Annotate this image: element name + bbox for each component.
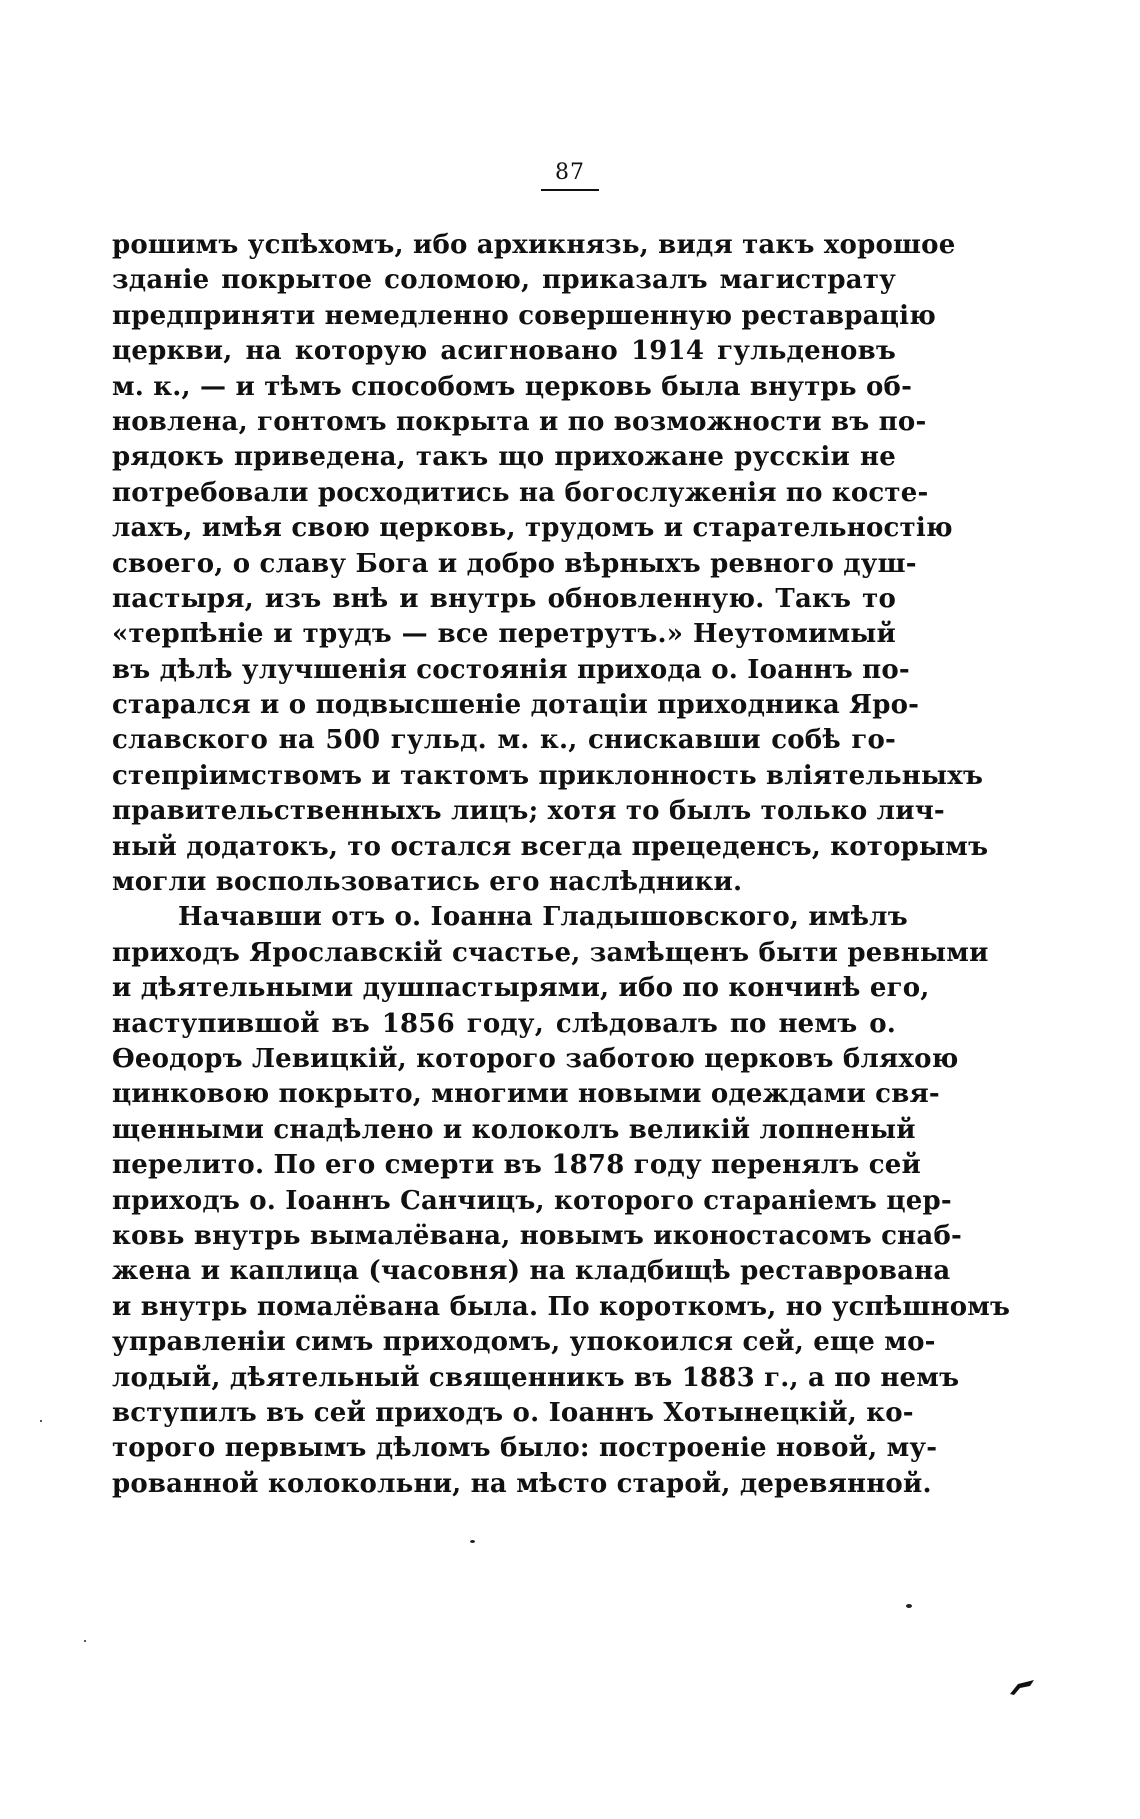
text-line: славского на 500 гульд. м. к., снискавши собѣ го- bbox=[112, 725, 896, 756]
text-line: лахъ, имѣя свою церковь, трудомъ и старательностію bbox=[112, 513, 953, 544]
text-line: жена и каплица (часовня) на кладбищѣ реставрована bbox=[112, 1256, 951, 1287]
page-number: 87 bbox=[541, 160, 599, 191]
text-line: лодый, дѣятельный священникъ въ 1883 г., а по немъ bbox=[112, 1362, 960, 1393]
text-line: «терпѣніе и трудъ — все перетрутъ.» Неутомимый bbox=[112, 619, 896, 650]
text-line: рованной колокольни, на мѣсто старой, деревянной. bbox=[112, 1468, 932, 1499]
text-line: зданіе покрытое соломою, приказалъ магистрату bbox=[112, 265, 896, 296]
ink-speck bbox=[84, 1640, 86, 1642]
text-line: Начавши отъ о. Іоанна Гладышовского, имѣлъ bbox=[178, 902, 908, 933]
page-header bbox=[0, 160, 1140, 191]
text-line: правительственныхъ лицъ; хотя то былъ только лич- bbox=[112, 796, 945, 827]
text-line: своего, о славу Бога и добро вѣрныхъ ревного душ- bbox=[112, 548, 917, 579]
text-line: потребовали росходитись на богослуженія по косте- bbox=[112, 477, 929, 508]
text-line: щенными снадѣлено и колоколъ великій лопненый bbox=[112, 1114, 916, 1145]
text-line: ный додатокъ, то остался всегда прецеденсъ, которымъ bbox=[112, 831, 989, 862]
ink-speck bbox=[470, 1540, 475, 1543]
ink-speck bbox=[40, 1420, 42, 1422]
text-line: степріимствомъ и тактомъ приклонность вліятельныхъ bbox=[112, 760, 984, 791]
text-line: рошимъ успѣхомъ, ибо архикнязь, видя такъ хорошое bbox=[112, 230, 956, 260]
text-line: вступилъ въ сей приходъ о. Іоаннъ Хотынецкій, ко- bbox=[112, 1397, 914, 1428]
text-line: Ѳеодоръ Левицкій, которого заботою церковъ бляхою bbox=[112, 1043, 959, 1074]
text-line: пастыря, изъ внѣ и внутрь обновленную. Такъ то bbox=[112, 583, 896, 614]
text-line: въ дѣлѣ улучшенія состоянія прихода о. Іоаннъ по- bbox=[112, 654, 910, 685]
text-line: новлена, гонтомъ покрыта и по возможности въ по- bbox=[112, 406, 927, 437]
text-line: старался и о подвысшеніе дотаціи приходника Яро- bbox=[112, 690, 920, 721]
text-line: и дѣятельными душпастырями, ибо по кончинѣ его, bbox=[112, 973, 930, 1004]
text-line: предприняти немедленно совершенную реставрацію bbox=[112, 300, 937, 331]
text-line: наступившой въ 1856 году, слѣдовалъ по немъ о. bbox=[112, 1008, 896, 1039]
text-line: приходъ о. Іоаннъ Санчицъ, которого стараніемъ цер- bbox=[112, 1185, 952, 1216]
text-line: м. к., — и тѣмъ способомъ церковь была внутрь об- bbox=[112, 371, 913, 402]
text-line: церкви, на которую асигновано 1914 гульденовъ bbox=[112, 336, 896, 367]
ink-smudge bbox=[1008, 1678, 1036, 1696]
text-line: приходъ Ярославскій счастье, замѣщенъ быти ревными bbox=[112, 937, 989, 968]
text-line: управленіи симъ приходомъ, упокоился сей, еще мо- bbox=[112, 1327, 936, 1358]
body-text bbox=[112, 228, 1011, 1502]
text-line: торого первымъ дѣломъ было: построеніе новой, му- bbox=[112, 1433, 938, 1464]
text-line: перелито. По его смерти въ 1878 году перенялъ сей bbox=[112, 1150, 921, 1181]
text-line: рядокъ приведена, такъ що прихожане русскіи не bbox=[112, 442, 896, 473]
text-line: цинковою покрыто, многими новыми одеждами свя- bbox=[112, 1079, 940, 1110]
text-line: ковь внутрь вымалёвана, новымъ иконостасомъ снаб- bbox=[112, 1220, 962, 1251]
text-line: и внутрь помалёвана была. По короткомъ, но успѣшномъ bbox=[112, 1291, 1011, 1322]
text-line: могли воспользоватись его наслѣдники. bbox=[112, 867, 743, 898]
paragraph-2 bbox=[112, 900, 1011, 1502]
paragraph-1 bbox=[112, 228, 989, 900]
ink-speck bbox=[906, 1604, 912, 1608]
